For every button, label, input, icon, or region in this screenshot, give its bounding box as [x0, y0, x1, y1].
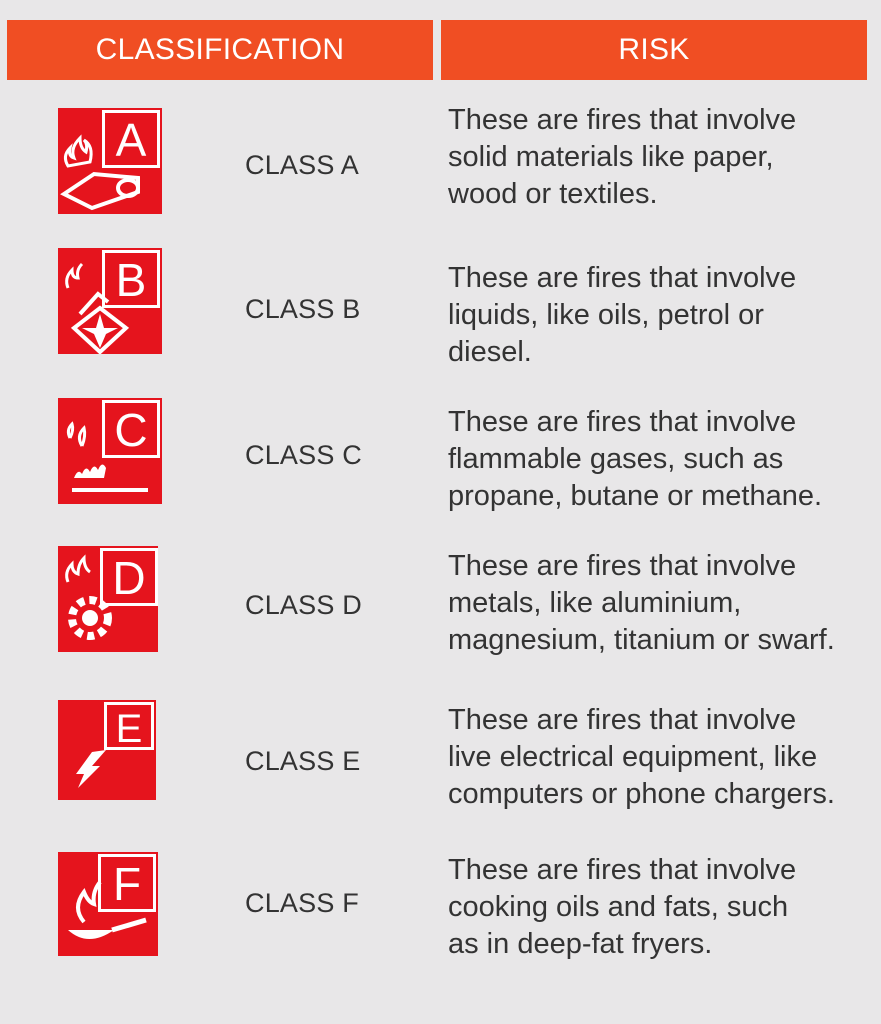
icon-letter: C: [114, 404, 148, 456]
risk-line: liquids, like oils, petrol or: [448, 299, 764, 331]
risk-description: [448, 702, 878, 813]
risk-line: These are fires that involve: [448, 704, 797, 736]
risk-line: These are fires that involve: [448, 550, 797, 582]
risk-line: cooking oils and fats, such: [448, 891, 789, 923]
class-label: CLASS E: [245, 746, 361, 776]
risk-line: magnesium, titanium or swarf.: [448, 624, 835, 656]
icon-letter: D: [112, 552, 146, 604]
flammable-gas-fire-icon: [58, 398, 162, 504]
icon-letter: B: [115, 254, 147, 306]
risk-line: solid materials like paper,: [448, 141, 774, 173]
risk-line: wood or textiles.: [448, 178, 658, 210]
metal-fire-icon: [58, 546, 158, 652]
risk-line: These are fires that involve: [448, 406, 797, 438]
icon-letter: A: [115, 114, 147, 166]
classification-header: CLASSIFICATION: [7, 20, 433, 80]
risk-description: [448, 260, 878, 371]
risk-description: [448, 548, 878, 659]
icon-letter: E: [115, 707, 143, 751]
flammable-liquid-fire-icon: [58, 248, 162, 354]
risk-line: as in deep-fat fryers.: [448, 928, 713, 960]
class-label: CLASS D: [245, 590, 362, 620]
cooking-oil-fire-icon: [58, 852, 158, 956]
risk-line: These are fires that involve: [448, 854, 797, 886]
class-label: CLASS F: [245, 888, 359, 918]
risk-description: [448, 102, 878, 213]
risk-line: computers or phone chargers.: [448, 778, 835, 810]
risk-header: RISK: [441, 20, 867, 80]
risk-line: live electrical equipment, like: [448, 741, 818, 773]
risk-line: diesel.: [448, 336, 532, 368]
class-label: CLASS A: [245, 150, 359, 180]
class-label: CLASS B: [245, 294, 361, 324]
risk-line: These are fires that involve: [448, 262, 797, 294]
solid-fuel-fire-icon: [58, 108, 162, 214]
risk-line: propane, butane or methane.: [448, 480, 823, 512]
risk-description: [448, 404, 878, 515]
risk-line: flammable gases, such as: [448, 443, 784, 475]
icon-letter: F: [112, 858, 142, 910]
risk-line: These are fires that involve: [448, 104, 797, 136]
risk-description: [448, 852, 878, 963]
risk-line: metals, like aluminium,: [448, 587, 742, 619]
class-label: CLASS C: [245, 440, 362, 470]
electrical-fire-icon: [58, 700, 156, 800]
